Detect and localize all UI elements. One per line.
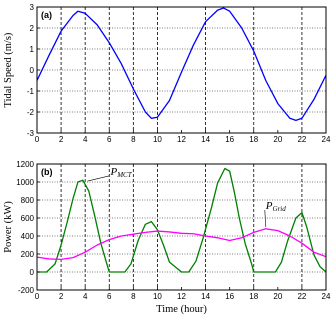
y-tick-label: 3 [29,3,34,12]
y-tick-label: -3 [26,129,34,138]
annotation-pointer [265,210,266,227]
y-tick-label: 1200 [16,160,34,169]
y-tick-label: 1000 [16,178,34,187]
panel-b-frame [37,164,326,290]
x-tick-label: 14 [201,292,211,301]
panel-b-gridlines [37,164,326,290]
x-tick-label: 18 [249,292,259,301]
y-tick-label: -200 [17,286,34,295]
y-tick-label: 600 [20,214,34,223]
series-line-1 [37,169,326,273]
x-tick-label: 0 [34,135,40,144]
panel-a-series [37,8,326,120]
panel-b-ticks [16,160,331,301]
x-tick-label: 22 [297,135,307,144]
y-tick-label: 800 [20,196,34,205]
x-tick-label: 18 [249,135,259,144]
panel-a-ticks [27,3,331,144]
y-tick-label: 0 [29,268,34,277]
x-tick-label: 12 [177,135,186,144]
power-panel [3,160,331,315]
panel-a-gridlines [37,7,326,133]
x-tick-label: 6 [107,292,112,301]
series-line-1 [37,8,326,120]
x-tick-label: 10 [152,292,162,301]
series-line-2 [37,229,326,260]
y-tick-label: -1 [26,87,34,96]
panel-a-ylabel: Tidal Speed (m/s) [3,32,14,108]
x-tick-label: 20 [273,135,283,144]
x-tick-label: 10 [152,135,162,144]
x-tick-label: 0 [34,292,40,301]
series-annotation: PGrid [265,200,286,213]
x-tick-label: 16 [225,135,235,144]
x-tick-label: 16 [225,292,235,301]
x-tick-label: 14 [201,135,211,144]
y-tick-label: 1 [29,45,34,54]
panel-b-ylabel: Power (kW) [3,201,14,253]
y-tick-label: -2 [26,108,34,117]
y-tick-label: 200 [20,250,34,259]
panel-b-xlabel: Time (hour) [156,304,207,315]
tidal-speed-panel [3,3,331,144]
series-annotation: PMCT [110,165,132,179]
x-tick-label: 4 [82,135,88,144]
x-tick-label: 2 [58,135,64,144]
x-tick-label: 8 [131,135,136,144]
x-tick-label: 12 [177,292,186,301]
panel-b-series [37,169,326,273]
y-tick-label: 400 [20,232,34,241]
x-tick-label: 8 [131,292,136,301]
annotation-pointer [88,176,110,181]
x-tick-label: 22 [297,292,307,301]
x-tick-label: 6 [107,135,112,144]
panel-b-label: (b) [41,167,53,177]
y-tick-label: 0 [29,66,34,75]
panel-a-label: (a) [41,10,52,20]
x-tick-label: 24 [321,135,331,144]
x-tick-label: 4 [82,292,88,301]
x-tick-label: 2 [58,292,64,301]
x-tick-label: 24 [321,292,331,301]
x-tick-label: 20 [273,292,283,301]
y-tick-label: 2 [29,24,34,33]
